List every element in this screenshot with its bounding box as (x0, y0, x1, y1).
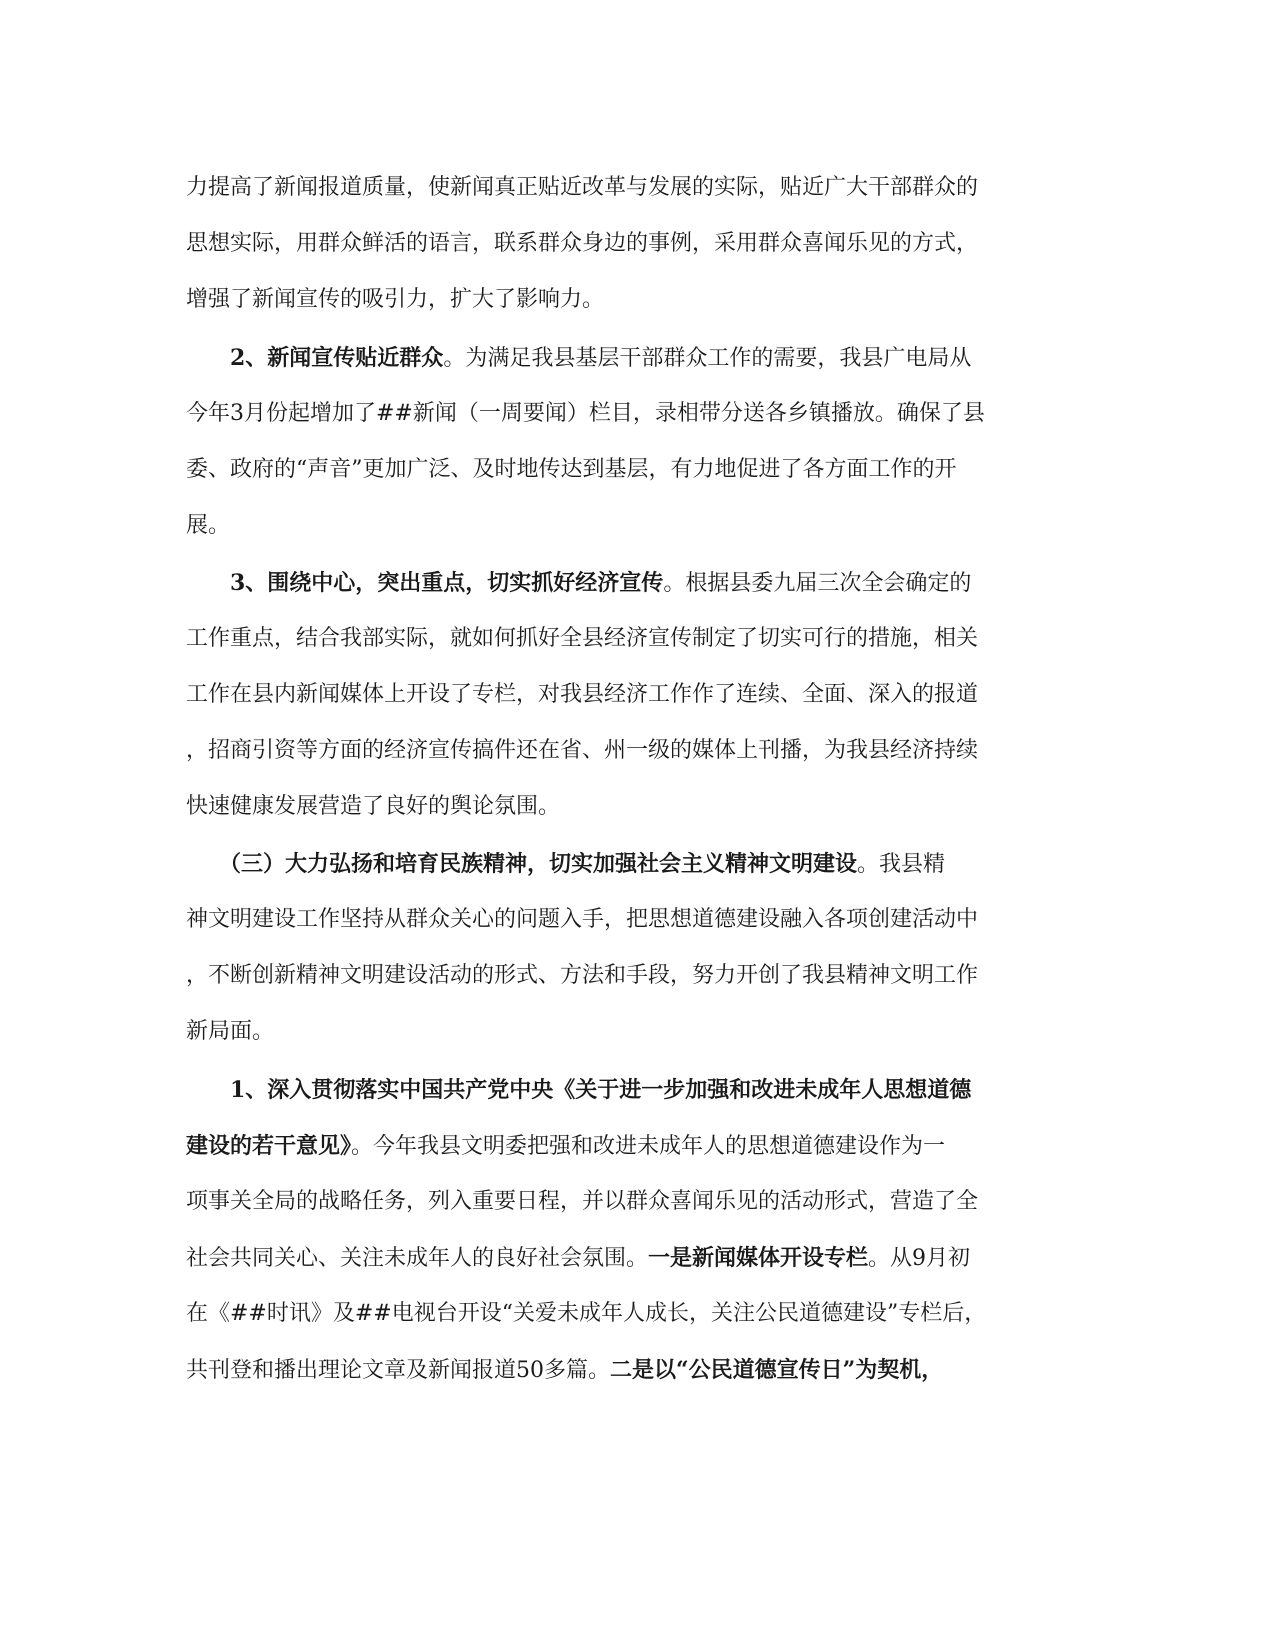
text-segment: ，不断创新精神文明建设活动的形式、方法和手段，努力开创了我县精神文明工作 (186, 963, 979, 988)
text-segment: 。今年我县文明委把强和改进未成年人的思想道德建设作为一 (351, 1134, 946, 1159)
text-segment: 共刊登和播出理论文章及新闻报道50多篇。 (186, 1358, 610, 1383)
text-segment: 思想实际，用群众鲜活的语言，联系群众身边的事例，采用群众喜闻乐见的方式， (186, 231, 979, 256)
text-line (186, 1238, 1086, 1278)
text-segment: 在《##时讯》及##电视台开设“关爱未成年人成长，关注公民道德建设”专栏后， (186, 1301, 987, 1326)
text-segment: 神文明建设工作坚持从群众关心的问题入手，把思想道德建设融入各项创建活动中 (186, 907, 979, 932)
text-segment: 。从9月初 (868, 1246, 971, 1271)
text-segment: ，招商引资等方面的经济宣传搞件还在省、州一级的媒体上刊播，为我县经济持续 (186, 738, 979, 763)
text-line (186, 394, 1086, 434)
text-segment: 快速健康发展营造了良好的舆论氛围。 (186, 794, 561, 819)
text-line (186, 563, 1086, 603)
bold-text-segment: 1、深入贯彻落实中国共产党中央《关于进一步加强和改进未成年人思想道德 (186, 1077, 972, 1103)
text-line (186, 844, 1086, 884)
bold-text-segment: 建设的若干意见》 (186, 1133, 352, 1159)
text-segment: 项事关全局的战略任务，列入重要日程，并以群众喜闻乐见的活动形式，营造了全 (186, 1189, 979, 1214)
text-line (186, 1182, 1086, 1222)
text-line (186, 731, 1086, 771)
text-segment: 。我县精 (857, 852, 946, 877)
text-line (186, 787, 1086, 827)
text-line (186, 1012, 1086, 1052)
text-line (186, 900, 1086, 940)
bold-text-segment: 2、新闻宣传贴近群众 (186, 345, 444, 371)
text-line (186, 1126, 1086, 1166)
text-line (186, 168, 1086, 208)
text-line (186, 675, 1086, 715)
bold-text-segment: 二是以“公民道德宣传日”为契机， (610, 1357, 944, 1383)
text-segment: 新局面。 (186, 1019, 275, 1044)
text-segment: 委、政府的“声音”更加广泛、及时地传达到基层，有力地促进了各方面工作的开 (186, 457, 957, 482)
text-segment: 。为满足我县基层干部群众工作的需要，我县广电局从 (443, 346, 972, 371)
text-segment: 展。 (186, 513, 231, 538)
bold-text-segment: 一是新闻媒体开设专栏 (648, 1245, 869, 1271)
text-segment: 工作重点，结合我部实际，就如何抓好全县经济宣传制定了切实可行的措施，相关 (186, 626, 979, 651)
bold-text-segment: 3、围绕中心，突出重点，切实抓好经济宣传 (186, 570, 664, 596)
text-segment: 工作在县内新闻媒体上开设了专栏，对我县经济工作作了连续、全面、深入的报道 (186, 682, 979, 707)
text-line (186, 506, 1086, 546)
text-line (186, 280, 1086, 320)
text-segment: 。根据县委九届三次全会确定的 (663, 571, 972, 596)
text-line (186, 1070, 1086, 1110)
text-line (186, 956, 1086, 996)
text-segment: 增强了新闻宣传的吸引力，扩大了影响力。 (186, 287, 605, 312)
text-segment: 社会共同关心、关注未成年人的良好社会氛围。 (186, 1246, 649, 1271)
text-segment: 力提高了新闻报道质量，使新闻真正贴近改革与发展的实际，贴近广大干部群众的 (186, 175, 979, 200)
text-line (186, 619, 1086, 659)
text-line (186, 1350, 1086, 1390)
text-line (186, 224, 1086, 264)
text-segment: 今年3月份起增加了##新闻（一周要闻）栏目，录相带分送各乡镇播放。确保了县 (186, 401, 985, 426)
bold-text-segment: （三）大力弘扬和培育民族精神，切实加强社会主义精神文明建设 (186, 851, 858, 877)
text-line (186, 450, 1086, 490)
text-line (186, 338, 1086, 378)
text-line (186, 1294, 1086, 1334)
